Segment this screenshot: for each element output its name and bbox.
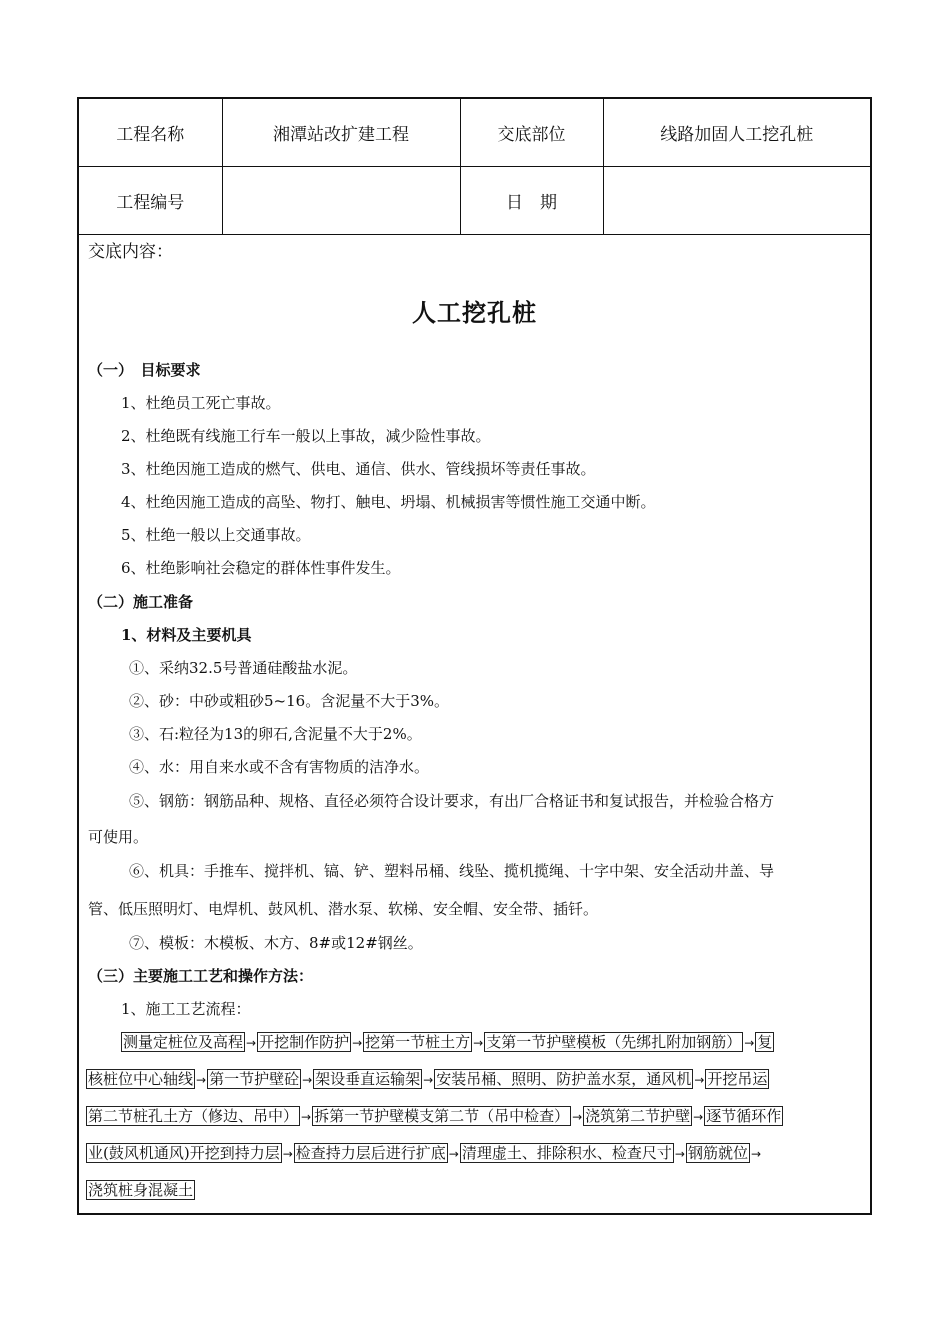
flow-step: 安装吊桶、照明、防护盖水泵，通风机 [436, 1070, 692, 1088]
content-label: 交底内容： [88, 242, 173, 262]
project-no-label: 工程编号 [79, 167, 222, 235]
project-name-label: 工程名称 [79, 99, 222, 167]
material-item-cont: 可使用。 [88, 828, 149, 846]
arrow-right-icon: → [302, 1073, 313, 1087]
flow-step: 钢筋就位 [687, 1144, 748, 1162]
flow-row-5 [86, 1179, 195, 1200]
section-2-heading: （二）施工准备 [88, 593, 194, 611]
disclosure-form [77, 97, 872, 1215]
flow-step: 测量定桩位及高程 [123, 1033, 244, 1051]
flow-step: 支第一节护壁模板（先绑扎附加钢筋） [486, 1033, 742, 1051]
date-label: 日 期 [460, 167, 603, 235]
material-item: ③、石:粒径为13的卵石,含泥量不大于2%。 [129, 725, 422, 743]
material-item: ⑦、模板：木模板、木方、8#或12#钢丝。 [129, 934, 423, 952]
arrow-right-icon: → [674, 1147, 685, 1161]
flow-step: 挖第一节桩土方 [365, 1033, 471, 1051]
flow-step: 清理虚土、排除积水、检查尺寸 [461, 1144, 672, 1162]
goal-item: 2、杜绝既有线施工行车一般以上事故，减少险性事故。 [121, 427, 491, 445]
arrow-right-icon: → [301, 1110, 312, 1124]
flow-row-3 [86, 1105, 783, 1126]
document-title: 人工挖孔桩 [412, 298, 537, 327]
subsection-heading: 1、材料及主要机具 [121, 626, 252, 644]
flow-step: 浇筑桩身混凝土 [88, 1181, 194, 1199]
goal-item: 6、杜绝影响社会稳定的群体性事件发生。 [121, 559, 401, 577]
part-label: 交底部位 [460, 99, 603, 167]
material-item: ⑥、机具：手推车、搅拌机、镐、铲、塑料吊桶、线坠、揽机揽绳、十字中架、安全活动井盖、导 [129, 862, 775, 880]
arrow-right-icon: → [448, 1147, 459, 1161]
flow-step: 第二节桩孔土方（修边、吊中） [88, 1107, 299, 1125]
goal-item: 1、杜绝员工死亡事故。 [121, 394, 281, 412]
arrow-right-icon: → [196, 1073, 207, 1087]
material-item: ①、采纳32.5号普通硅酸盐水泥。 [129, 659, 358, 677]
arrow-right-icon: → [473, 1036, 484, 1050]
arrow-right-icon: → [572, 1110, 583, 1124]
flow-row-2 [86, 1068, 769, 1089]
goal-item: 4、杜绝因施工造成的高坠、物打、触电、坍塌、机械损害等惯性施工交通中断。 [121, 493, 656, 511]
date-value [603, 167, 870, 235]
subsection-heading: 1、施工工艺流程： [121, 1000, 251, 1018]
flow-step: 检查持力层后进行扩底 [295, 1144, 446, 1162]
part-value: 线路加固人工挖孔桩 [603, 99, 870, 167]
flow-row-4 [86, 1142, 762, 1163]
flow-step: 开挖吊运 [707, 1070, 768, 1088]
material-item: ⑤、钢筋：钢筋品种、规格、直径必须符合设计要求，有出厂合格证书和复试报告，并检验合格方 [129, 792, 775, 810]
flow-step: 业(鼓风机通风)开挖到持力层 [88, 1144, 280, 1162]
flow-step: 复 [757, 1033, 773, 1051]
project-no-value [222, 167, 460, 235]
arrow-right-icon: → [694, 1073, 705, 1087]
flow-step: 核桩位中心轴线 [88, 1070, 194, 1088]
flow-step: 逐节循环作 [706, 1107, 782, 1125]
flow-step: 拆第一节护壁模支第二节（吊中检查） [314, 1107, 570, 1125]
arrow-right-icon: → [352, 1036, 363, 1050]
arrow-right-icon: → [744, 1036, 755, 1050]
arrow-right-icon: → [693, 1110, 704, 1124]
section-1-heading: （一） 目标要求 [88, 361, 201, 379]
material-item-cont: 管、低压照明灯、电焊机、鼓风机、潜水泵、软梯、安全帽、安全带、插钎。 [88, 900, 599, 918]
flow-step: 浇筑第二节护壁 [585, 1107, 691, 1125]
goal-item: 5、杜绝一般以上交通事故。 [121, 526, 311, 544]
flow-step: 架设垂直运输架 [315, 1070, 421, 1088]
arrow-right-icon: → [282, 1147, 293, 1161]
flow-step: 第一节护壁砼 [209, 1070, 300, 1088]
material-item: ④、水：用自来水或不含有害物质的洁净水。 [129, 758, 430, 776]
flow-step: 开挖制作防护 [259, 1033, 350, 1051]
project-name-value: 湘潭站改扩建工程 [222, 99, 460, 167]
goal-item: 3、杜绝因施工造成的燃气、供电、通信、供水、管线损坏等责任事故。 [121, 460, 596, 478]
flow-row-1 [121, 1031, 774, 1052]
material-item: ②、砂：中砂或粗砂5~16。含泥量不大于3%。 [129, 692, 449, 710]
arrow-right-icon: → [423, 1073, 434, 1087]
arrow-right-icon: → [246, 1036, 257, 1050]
arrow-right-icon: → [750, 1147, 762, 1161]
header-table [79, 99, 870, 235]
section-3-heading: （三）主要施工工艺和操作方法： [88, 967, 314, 985]
